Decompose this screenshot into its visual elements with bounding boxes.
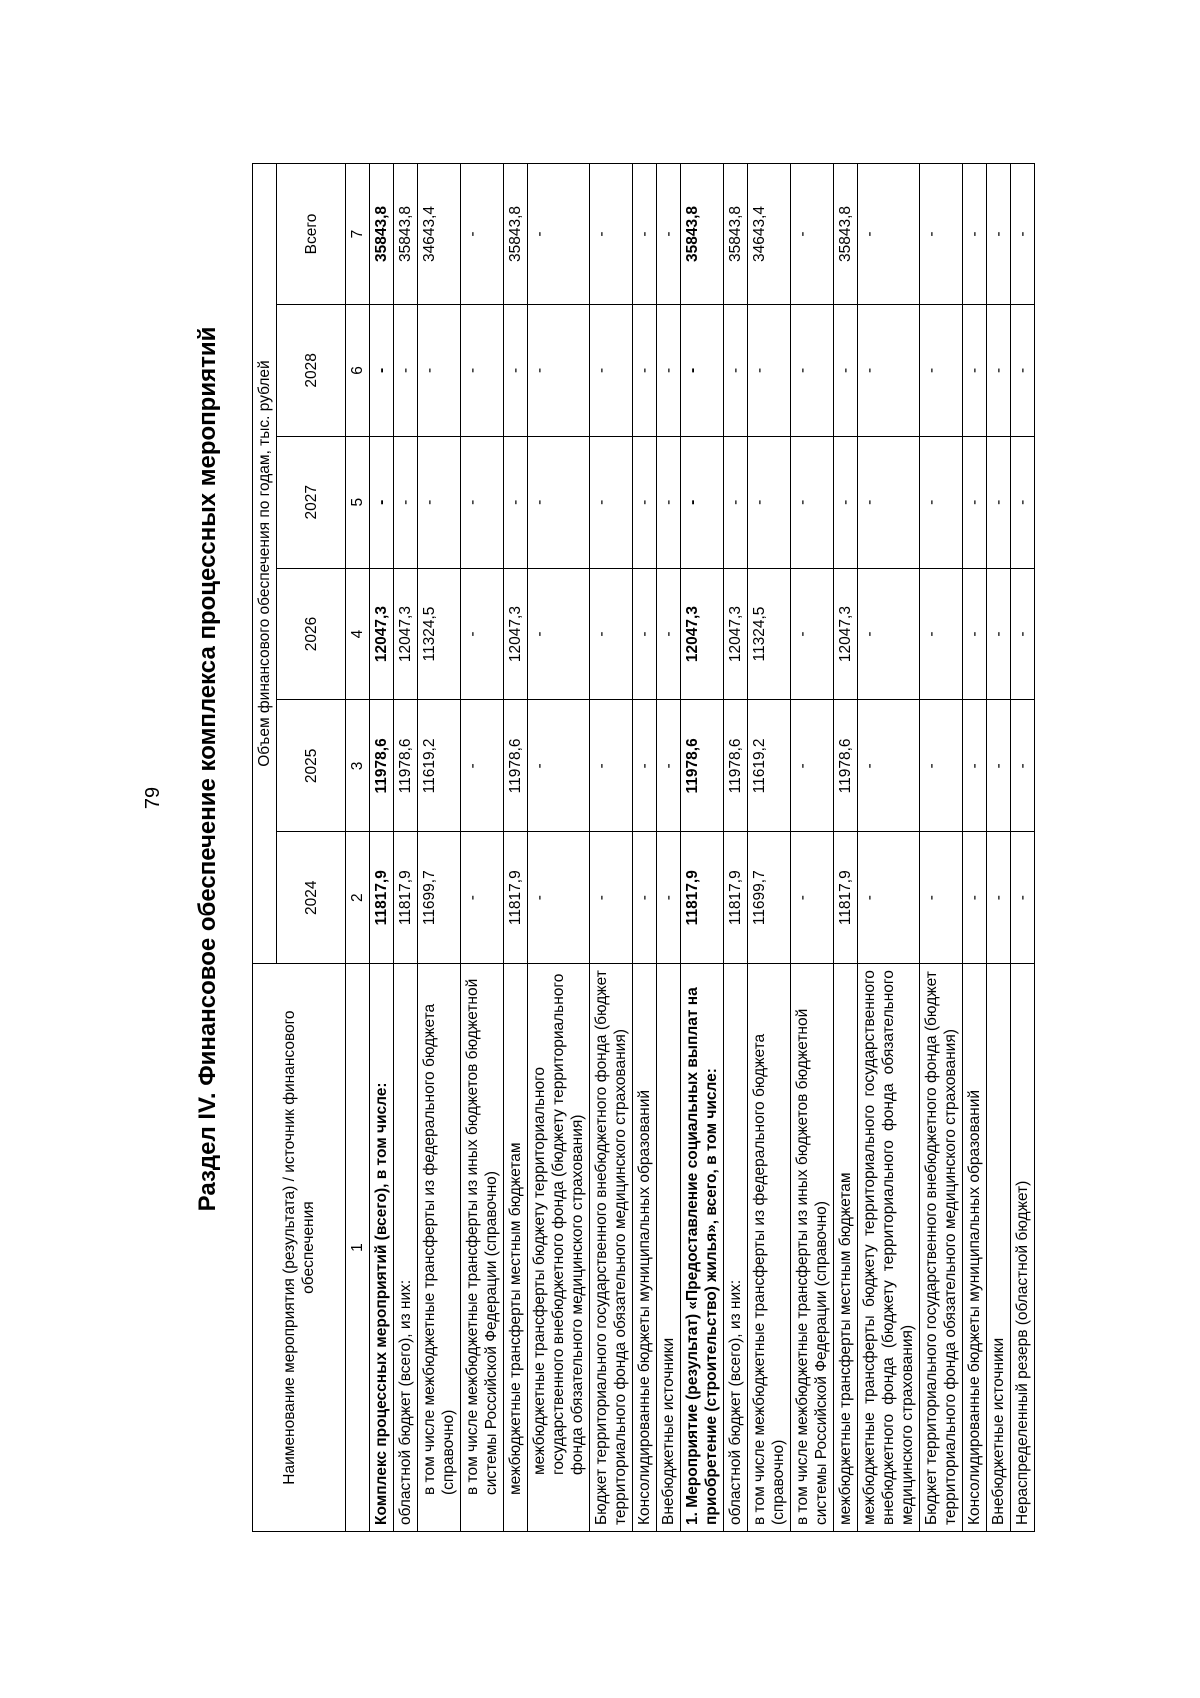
cell-value: -: [370, 436, 394, 568]
table-row: [461, 164, 504, 1532]
row-name: Консолидированные бюджеты муниципальных образований: [963, 964, 987, 1532]
cell-value: -: [590, 700, 633, 832]
cell-value: 12047,3: [394, 568, 418, 700]
header-year: 2026: [277, 568, 346, 700]
cell-value: 11817,9: [394, 832, 418, 964]
cell-value: 11699,7: [418, 832, 461, 964]
cell-value: -: [920, 436, 963, 568]
cell-value: -: [963, 164, 987, 305]
cell-value: 11978,6: [724, 700, 748, 832]
cell-value: -: [858, 832, 920, 964]
row-name: Консолидированные бюджеты муниципальных образований: [633, 964, 657, 1532]
cell-value: -: [657, 568, 681, 700]
table-row: [858, 164, 920, 1532]
cell-value: 12047,3: [834, 568, 858, 700]
cell-value: 12047,3: [724, 568, 748, 700]
row-name: в том числе межбюджетные трансферты из иных бюджетов бюджетной системы Российской Федерации (справочно): [461, 964, 504, 1532]
cell-value: 34643,4: [748, 164, 791, 305]
row-name: Внебюджетные источники: [657, 964, 681, 1532]
cell-value: -: [461, 568, 504, 700]
row-name: межбюджетные трансферты бюджету территориального государственного внебюджетного фонда (бюджету территориального фонда обязательного медицинского страхования): [858, 964, 920, 1532]
cell-value: -: [858, 436, 920, 568]
cell-value: -: [1011, 700, 1035, 832]
cell-value: -: [920, 568, 963, 700]
cell-value: -: [963, 436, 987, 568]
row-name: межбюджетные трансферты местным бюджетам: [504, 964, 528, 1532]
row-name: в том числе межбюджетные трансферты из федерального бюджета (справочно): [418, 964, 461, 1532]
cell-value: 11978,6: [504, 700, 528, 832]
header-year: 2025: [277, 700, 346, 832]
table-row: [504, 164, 528, 1532]
cell-value: -: [504, 304, 528, 436]
cell-value: -: [791, 164, 834, 305]
header-group: Объем финансового обеспечения по годам, тыс. рублей: [253, 164, 277, 964]
cell-value: -: [791, 304, 834, 436]
cell-value: -: [920, 832, 963, 964]
cell-value: 11978,6: [370, 700, 394, 832]
cell-value: -: [1011, 832, 1035, 964]
table-row: [633, 164, 657, 1532]
cell-value: -: [791, 568, 834, 700]
column-number: 1: [346, 964, 370, 1532]
cell-value: -: [858, 700, 920, 832]
column-number: 3: [346, 700, 370, 832]
cell-value: -: [657, 436, 681, 568]
cell-value: -: [834, 436, 858, 568]
cell-value: -: [590, 436, 633, 568]
row-name: межбюджетные трансферты местным бюджетам: [834, 964, 858, 1532]
cell-value: -: [791, 700, 834, 832]
column-number: 5: [346, 436, 370, 568]
table-row: [590, 164, 633, 1532]
column-number: 4: [346, 568, 370, 700]
cell-value: -: [987, 436, 1011, 568]
cell-value: -: [963, 568, 987, 700]
cell-value: -: [461, 700, 504, 832]
cell-value: 11817,9: [681, 832, 724, 964]
cell-value: -: [657, 832, 681, 964]
row-name: Комплекс процессных мероприятий (всего), в том числе:: [370, 964, 394, 1532]
cell-value: -: [418, 304, 461, 436]
cell-value: 12047,3: [681, 568, 724, 700]
row-name: Бюджет территориального государственного внебюджетного фонда (бюджет территориального фонда обязательного медицинского страхования): [920, 964, 963, 1532]
column-number: 2: [346, 832, 370, 964]
table-header-row: [253, 164, 277, 1532]
page-number: 79: [142, 786, 164, 810]
row-name: Нераспределенный резерв (областной бюджет): [1011, 964, 1035, 1532]
cell-value: -: [681, 436, 724, 568]
cell-value: 35843,8: [394, 164, 418, 305]
cell-value: -: [724, 436, 748, 568]
table-row: [394, 164, 418, 1532]
cell-value: -: [791, 436, 834, 568]
cell-value: 35843,8: [370, 164, 394, 305]
cell-value: -: [1011, 568, 1035, 700]
cell-value: -: [657, 164, 681, 305]
cell-value: -: [461, 304, 504, 436]
cell-value: -: [987, 832, 1011, 964]
cell-value: -: [920, 164, 963, 305]
cell-value: -: [858, 568, 920, 700]
cell-value: -: [418, 436, 461, 568]
cell-value: -: [987, 304, 1011, 436]
cell-value: -: [590, 304, 633, 436]
cell-value: -: [633, 436, 657, 568]
cell-value: 11817,9: [504, 832, 528, 964]
cell-value: -: [1011, 436, 1035, 568]
cell-value: -: [370, 304, 394, 436]
cell-value: 11619,2: [418, 700, 461, 832]
table-row: [791, 164, 834, 1532]
cell-value: -: [461, 164, 504, 305]
cell-value: -: [724, 304, 748, 436]
cell-value: -: [681, 304, 724, 436]
header-name: Наименование мероприятия (результата) / источник финансового обеспечения: [253, 964, 346, 1532]
cell-value: -: [920, 700, 963, 832]
cell-value: -: [1011, 164, 1035, 305]
cell-value: 35843,8: [681, 164, 724, 305]
header-year: 2028: [277, 304, 346, 436]
cell-value: 11817,9: [724, 832, 748, 964]
row-name: областной бюджет (всего), из них:: [394, 964, 418, 1532]
cell-value: -: [461, 436, 504, 568]
cell-value: -: [791, 832, 834, 964]
table-row: [657, 164, 681, 1532]
table-row: [963, 164, 987, 1532]
cell-value: -: [963, 700, 987, 832]
cell-value: -: [858, 164, 920, 305]
section-title: Раздел IV. Финансовое обеспечение комплекса процессных мероприятий: [194, 326, 221, 1212]
cell-value: -: [528, 700, 590, 832]
cell-value: -: [858, 304, 920, 436]
cell-value: -: [657, 700, 681, 832]
cell-value: -: [748, 436, 791, 568]
header-total: Всего: [277, 164, 346, 305]
table-row: [418, 164, 461, 1532]
cell-value: -: [528, 832, 590, 964]
cell-value: -: [748, 304, 791, 436]
cell-value: -: [920, 304, 963, 436]
cell-value: -: [633, 700, 657, 832]
table-row: [370, 164, 394, 1532]
row-name: областной бюджет (всего), из них:: [724, 964, 748, 1532]
table-row: [724, 164, 748, 1532]
row-name: межбюджетные трансферты бюджету территориального государственного внебюджетного фонда (бюджету территориального фонда обязательного медицинского страхования): [528, 964, 590, 1532]
cell-value: -: [633, 832, 657, 964]
header-year: 2024: [277, 832, 346, 964]
cell-value: -: [657, 304, 681, 436]
column-number: 6: [346, 304, 370, 436]
cell-value: 11978,6: [681, 700, 724, 832]
cell-value: -: [590, 832, 633, 964]
cell-value: -: [394, 304, 418, 436]
table-row: [834, 164, 858, 1532]
cell-value: 11817,9: [370, 832, 394, 964]
cell-value: -: [633, 304, 657, 436]
row-name: Бюджет территориального государственного внебюджетного фонда (бюджет территориального фонда обязательного медицинского страхования): [590, 964, 633, 1532]
column-number: 7: [346, 164, 370, 305]
cell-value: -: [963, 304, 987, 436]
header-year: 2027: [277, 436, 346, 568]
cell-value: -: [590, 568, 633, 700]
row-name: Внебюджетные источники: [987, 964, 1011, 1532]
cell-value: 11619,2: [748, 700, 791, 832]
cell-value: -: [504, 436, 528, 568]
cell-value: -: [633, 164, 657, 305]
column-number-row: [346, 164, 370, 1532]
cell-value: 11817,9: [834, 832, 858, 964]
table-row: [920, 164, 963, 1532]
cell-value: 12047,3: [504, 568, 528, 700]
cell-value: 35843,8: [504, 164, 528, 305]
cell-value: 11978,6: [394, 700, 418, 832]
financing-table: [252, 163, 1035, 1532]
row-name: в том числе межбюджетные трансферты из иных бюджетов бюджетной системы Российской Федерации (справочно): [791, 964, 834, 1532]
cell-value: 12047,3: [370, 568, 394, 700]
cell-value: 34643,4: [418, 164, 461, 305]
cell-value: -: [987, 700, 1011, 832]
cell-value: -: [590, 164, 633, 305]
table-row: [987, 164, 1011, 1532]
row-name: 1. Мероприятие (результат) «Предоставление социальных выплат на приобретение (строительство) жилья», всего, в том числе:: [681, 964, 724, 1532]
cell-value: -: [963, 832, 987, 964]
cell-value: -: [528, 164, 590, 305]
cell-value: -: [987, 164, 1011, 305]
table-row: [681, 164, 724, 1532]
cell-value: -: [461, 832, 504, 964]
cell-value: -: [528, 568, 590, 700]
row-name: в том числе межбюджетные трансферты из федерального бюджета (справочно): [748, 964, 791, 1532]
cell-value: 11978,6: [834, 700, 858, 832]
cell-value: 11324,5: [748, 568, 791, 700]
table-row: [1011, 164, 1035, 1532]
table-row: [528, 164, 590, 1532]
cell-value: -: [528, 304, 590, 436]
cell-value: -: [528, 436, 590, 568]
cell-value: -: [1011, 304, 1035, 436]
cell-value: -: [834, 304, 858, 436]
cell-value: -: [394, 436, 418, 568]
cell-value: 35843,8: [834, 164, 858, 305]
cell-value: 11699,7: [748, 832, 791, 964]
cell-value: 11324,5: [418, 568, 461, 700]
table-row: [748, 164, 791, 1532]
cell-value: -: [987, 568, 1011, 700]
cell-value: 35843,8: [724, 164, 748, 305]
cell-value: -: [633, 568, 657, 700]
